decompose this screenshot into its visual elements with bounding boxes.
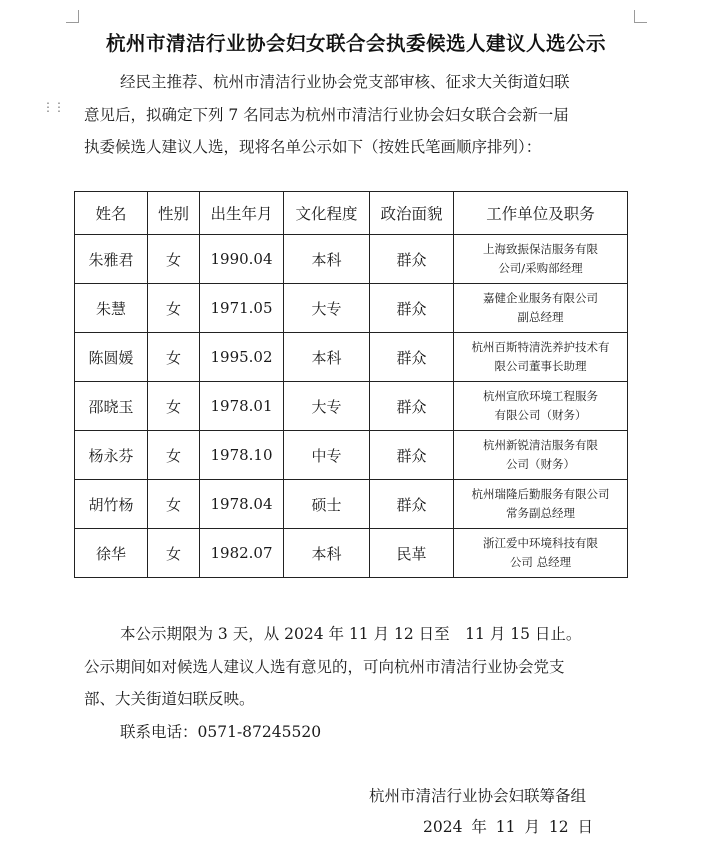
- notice-line: 本公示期限为 3 天，从 2024 年 11 月 12 日至 11 月 15 日止。: [120, 625, 582, 643]
- cell-work: [454, 333, 628, 382]
- notice-paragraph: [84, 618, 644, 748]
- cell-gender: 女: [148, 235, 200, 284]
- work-line: 杭州百斯特清洗养护技术有: [471, 340, 610, 354]
- header-work: 工作单位及职务: [454, 192, 628, 235]
- table-row: [75, 431, 628, 480]
- notice-line: 部、大关街道妇联反映。: [84, 690, 255, 708]
- signing-date: 2024 年 11 月 12 日: [423, 818, 594, 836]
- cell-work: [454, 529, 628, 578]
- table-row: [75, 284, 628, 333]
- cell-name: 邵晓玉: [75, 382, 148, 431]
- cell-birth: 1971.05: [200, 284, 284, 333]
- table-row: [75, 529, 628, 578]
- header-birth: 出生年月: [200, 192, 284, 235]
- cell-name: 徐华: [75, 529, 148, 578]
- work-line: 公司 总经理: [509, 555, 572, 569]
- cell-birth: 1982.07: [200, 529, 284, 578]
- cell-work: [454, 480, 628, 529]
- cell-political: 群众: [370, 235, 454, 284]
- table-row: [75, 382, 628, 431]
- cell-birth: 1978.10: [200, 431, 284, 480]
- header-education: 文化程度: [284, 192, 370, 235]
- cell-birth: 1978.01: [200, 382, 284, 431]
- work-line: 公司/采购部经理: [498, 261, 583, 275]
- cell-birth: 1995.02: [200, 333, 284, 382]
- table-row: [75, 333, 628, 382]
- table-row: [75, 235, 628, 284]
- work-line: 副总经理: [517, 310, 564, 324]
- notice-line: 公示期间如对候选人建议人选有意见的，可向杭州市清洁行业协会党支: [84, 657, 565, 676]
- cell-name: 胡竹杨: [75, 480, 148, 529]
- cell-education: 硕士: [284, 480, 370, 529]
- cell-gender: 女: [148, 333, 200, 382]
- intro-line: 意见后，拟确定下列 7 名同志为杭州市清洁行业协会妇女联合会新一届: [84, 105, 569, 124]
- cell-name: 杨永芬: [75, 431, 148, 480]
- cell-work: [454, 431, 628, 480]
- cell-gender: 女: [148, 284, 200, 333]
- cell-gender: 女: [148, 480, 200, 529]
- work-line: 有限公司（财务）: [494, 408, 587, 422]
- page-corner-mark-left: [66, 10, 79, 23]
- work-line: 公司（财务）: [506, 457, 575, 471]
- cell-work: [454, 235, 628, 284]
- cell-education: 本科: [284, 235, 370, 284]
- cell-education: 本科: [284, 333, 370, 382]
- cell-gender: 女: [148, 431, 200, 480]
- cell-political: 民革: [370, 529, 454, 578]
- cell-political: 群众: [370, 382, 454, 431]
- drag-handle-icon[interactable]: ⋮⋮: [42, 100, 64, 114]
- table-row: [75, 480, 628, 529]
- cell-education: 本科: [284, 529, 370, 578]
- work-line: 嘉健企业服务有限公司: [483, 291, 598, 305]
- work-line: 限公司董事长助理: [494, 359, 587, 373]
- cell-birth: 1990.04: [200, 235, 284, 284]
- cell-birth: 1978.04: [200, 480, 284, 529]
- nominee-table: [74, 191, 628, 578]
- document-title: 杭州市清洁行业协会妇女联合会执委候选人建议人选公示: [105, 32, 606, 55]
- signer: 杭州市清洁行业协会妇联筹备组: [369, 787, 587, 805]
- header-political: 政治面貌: [370, 192, 454, 235]
- page-corner-mark-right: [634, 10, 647, 23]
- work-line: 杭州新锐清洁服务有限: [483, 438, 598, 452]
- cell-gender: 女: [148, 382, 200, 431]
- cell-political: 群众: [370, 284, 454, 333]
- cell-work: [454, 284, 628, 333]
- work-line: 常务副总经理: [506, 506, 575, 520]
- cell-education: 大专: [284, 284, 370, 333]
- header-name: 姓名: [75, 192, 148, 235]
- cell-name: 朱慧: [75, 284, 148, 333]
- intro-line: 执委候选人建议人选，现将名单公示如下（按姓氏笔画顺序排列）：: [84, 138, 542, 156]
- header-gender: 性别: [148, 192, 200, 235]
- cell-work: [454, 382, 628, 431]
- contact-phone: 联系电话：0571-87245520: [120, 722, 322, 741]
- cell-political: 群众: [370, 480, 454, 529]
- cell-name: 朱雅君: [75, 235, 148, 284]
- table-header-row: [75, 192, 628, 235]
- intro-paragraph: [84, 66, 644, 164]
- cell-gender: 女: [148, 529, 200, 578]
- work-line: 上海致振保洁服务有限: [483, 242, 598, 256]
- cell-name: 陈圆媛: [75, 333, 148, 382]
- intro-line: 经民主推荐、杭州市清洁行业协会党支部审核、征求大关街道妇联: [120, 73, 570, 91]
- cell-political: 群众: [370, 333, 454, 382]
- cell-education: 大专: [284, 382, 370, 431]
- cell-education: 中专: [284, 431, 370, 480]
- work-line: 杭州瑞隆后勤服务有限公司: [471, 487, 610, 501]
- work-line: 浙江爱中环境科技有限: [483, 536, 598, 550]
- work-line: 杭州宣欣环境工程服务: [483, 389, 598, 403]
- cell-political: 群众: [370, 431, 454, 480]
